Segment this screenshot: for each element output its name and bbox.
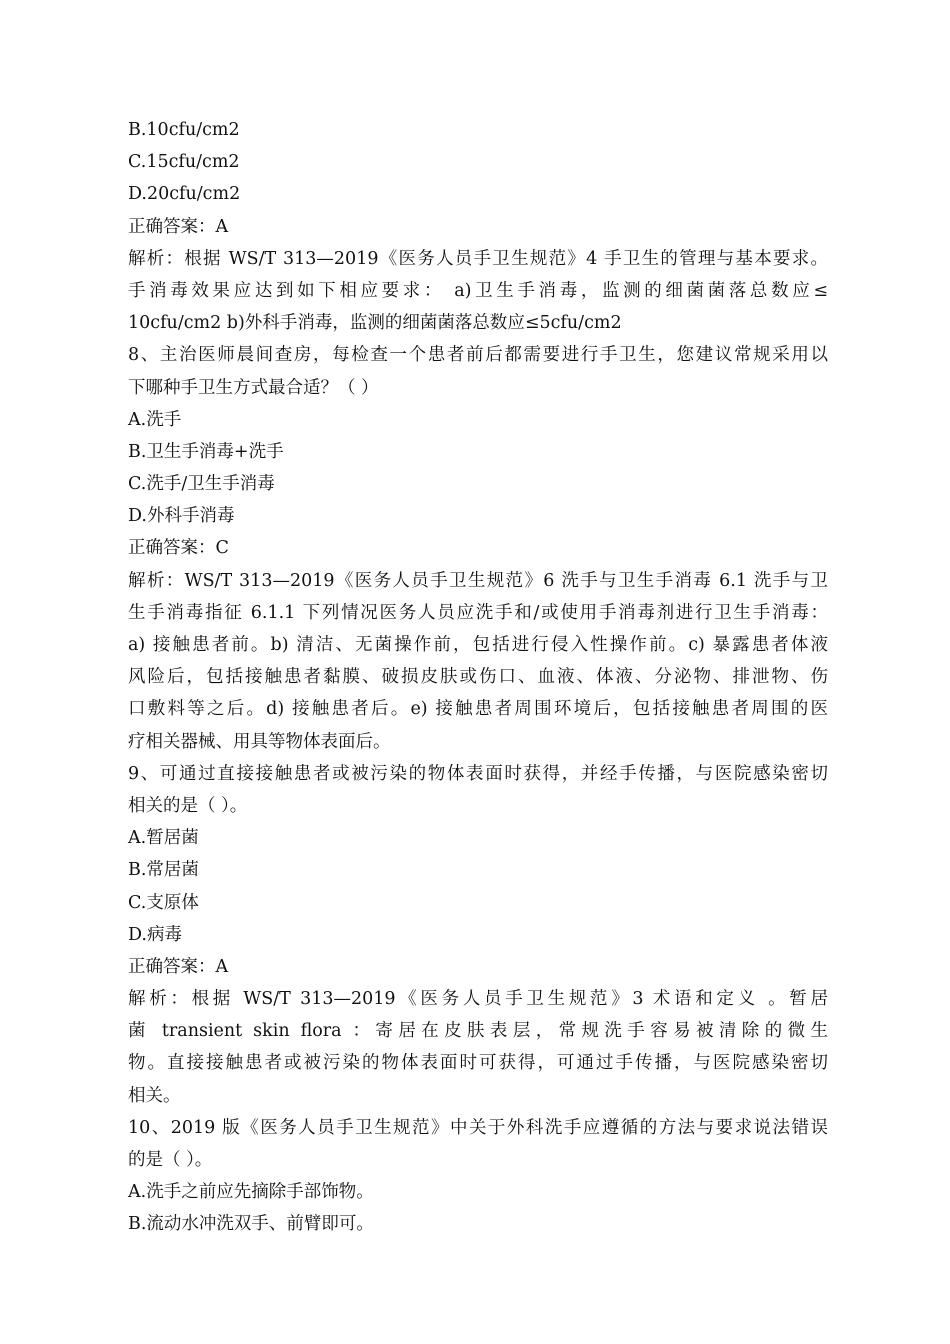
option-b-line: B.10cfu/cm2 (128, 120, 240, 140)
option-d-line: D.外科手消毒 (128, 506, 235, 527)
analysis-line: 解析：根据 WS/T 313—2019《医务人员手卫生规范》4 手卫生的管理与基本要求。 (128, 248, 828, 269)
analysis-line: 解析：根据 WS/T 313—2019《医务人员手卫生规范》3 术语和定义 。暂居 (128, 989, 828, 1010)
option-b-line: B.常居菌 (128, 860, 199, 881)
analysis-line: 10cfu/cm2 b)外科手消毒，监测的细菌菌落总数应≤5cfu/cm2 (128, 313, 622, 334)
question-9-line: 相关的是（ ）。 (128, 795, 248, 816)
correct-answer-line: 正确答案：C (128, 538, 229, 559)
analysis-line: 解析：WS/T 313—2019《医务人员手卫生规范》6 洗手与卫生手消毒 6.1 洗手与卫 (128, 570, 828, 591)
question-8-line: 8、主治医师晨间查房，每检查一个患者前后都需要进行手卫生，您建议常规采用以 (128, 345, 828, 366)
analysis-line: 口敷料等之后。d) 接触患者后。e) 接触患者周围环境后，包括接触患者周围的医 (128, 699, 828, 720)
option-d-line: D.病毒 (128, 924, 182, 945)
analysis-line: 风险后，包括接触患者黏膜、破损皮肤或伤口、血液、体液、分泌物、排泄物、伤 (128, 667, 828, 688)
option-a-line: A.暂居菌 (128, 828, 199, 849)
question-8-line: 下哪种手卫生方式最合适？（ ） (128, 377, 379, 398)
document-body (128, 114, 828, 1241)
option-a-line: A.洗手 (128, 409, 182, 430)
question-9-line: 9、可通过直接接触患者或被污染的物体表面时获得，并经手传播，与医院感染密切 (128, 763, 828, 784)
option-c-line: C.15cfu/cm2 (128, 152, 240, 173)
analysis-line: 生手消毒指征 6.1.1 下列情况医务人员应洗手和/或使用手消毒剂进行卫生手消毒： (128, 602, 828, 623)
correct-answer-line: 正确答案：A (128, 216, 229, 237)
option-a-line: A.洗手之前应先摘除手部饰物。 (128, 1182, 374, 1203)
option-c-line: C.洗手/卫生手消毒 (128, 474, 275, 495)
analysis-line: 疗相关器械、用具等物体表面后。 (128, 731, 391, 752)
option-c-line: C.支原体 (128, 892, 199, 913)
analysis-line: 物。直接接触患者或被污染的物体表面时可获得，可通过手传播，与医院感染密切 (128, 1053, 828, 1074)
analysis-line: 相关。 (128, 1085, 181, 1106)
question-10-line: 10、2019 版《医务人员手卫生规范》中关于外科洗手应遵循的方法与要求说法错误 (128, 1117, 828, 1138)
question-10-line: 的是（ ）。 (128, 1150, 213, 1170)
analysis-line: a) 接触患者前。b) 清洁、无菌操作前，包括进行侵入性操作前。c) 暴露患者体液 (128, 635, 828, 655)
correct-answer-line: 正确答案：A (128, 956, 229, 977)
option-d-line: D.20cfu/cm2 (128, 184, 241, 205)
analysis-line: 菌 transient skin flora ：寄居在皮肤表层，常规洗手容易被清除的微生 (128, 1021, 828, 1042)
option-b-line: B.流动水冲洗双手、前臂即可。 (128, 1214, 374, 1235)
option-b-line: B.卫生手消毒+洗手 (128, 441, 284, 462)
analysis-line: 手消毒效果应达到如下相应要求： a)卫生手消毒，监测的细菌菌落总数应≤ (128, 280, 828, 301)
